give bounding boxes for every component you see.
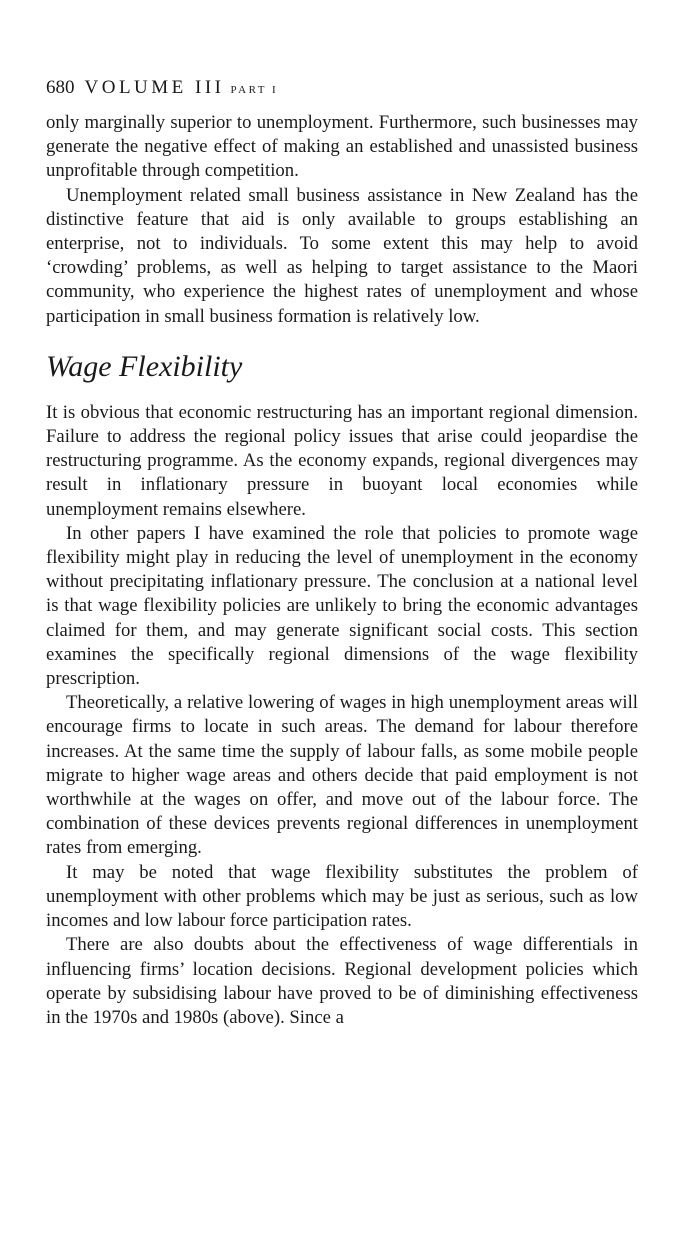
part-label: PART I: [230, 84, 279, 96]
paragraph: Theoretically, a relative lowering of wages in high unemployment areas will encourage firms to locate in such areas. The demand for labour therefore increases. At the same time the supply of labour falls, as some mobile people migrate to higher wage areas and others decide that paid employment is not worthwhile at the wages on offer, and move out of the labour force. The combination of these devices prevents regional differences in unemployment rates from emerging.: [46, 692, 638, 859]
section-heading: Wage Flexibility: [46, 349, 243, 383]
paragraph: In other papers I have examined the role that policies to promote wage flexibility might play in reducing the level of unemployment in the economy without precipitating inflationary pressure. The conclusion at a national level is that wage flexibility policies are unlikely to bring the economic advantages claimed for them, and may generate significant social costs. This section examines the specifically regional dimensions of the wage flexibility prescription.: [46, 522, 638, 690]
paragraph: It may be noted that wage flexibility substitutes the problem of unemployment with other problems which may be just as serious, such as low incomes and low labour force participation rates.: [46, 861, 638, 932]
paragraph: only marginally superior to unemployment. Furthermore, such businesses may generate the negative effect of making an established and unassisted business unprofitable through competition.: [46, 112, 638, 182]
page-number: 680: [46, 77, 75, 98]
paragraph: It is obvious that economic restructuring has an important regional dimension. Failure to address the regional policy issues that arise could jeopardise the restructuring programme. As the economy expands, regional divergences may result in inflationary pressure in buoyant local economies while unemployment remains elsewhere.: [46, 401, 638, 520]
volume-label: VOLUME III: [84, 77, 225, 98]
running-head: [46, 76, 638, 102]
paragraph: Unemployment related small business assistance in New Zealand has the distinctive feature that aid is only available to groups establishing an enterprise, not to individuals. To some extent this may help to avoid ‘crowding’ problems, as well as helping to target assistance to the Maori community, who experience the highest rates of unemployment and whose participation in small business formation is relatively low.: [46, 184, 638, 327]
document-page: [46, 76, 638, 1030]
paragraph: There are also doubts about the effectiveness of wage differentials in influencing firms’ location decisions. Regional development policies which operate by subsidising labour have proved to be of diminishing effectiveness in the 1970s and 1980s (above). Since a: [46, 934, 638, 1028]
